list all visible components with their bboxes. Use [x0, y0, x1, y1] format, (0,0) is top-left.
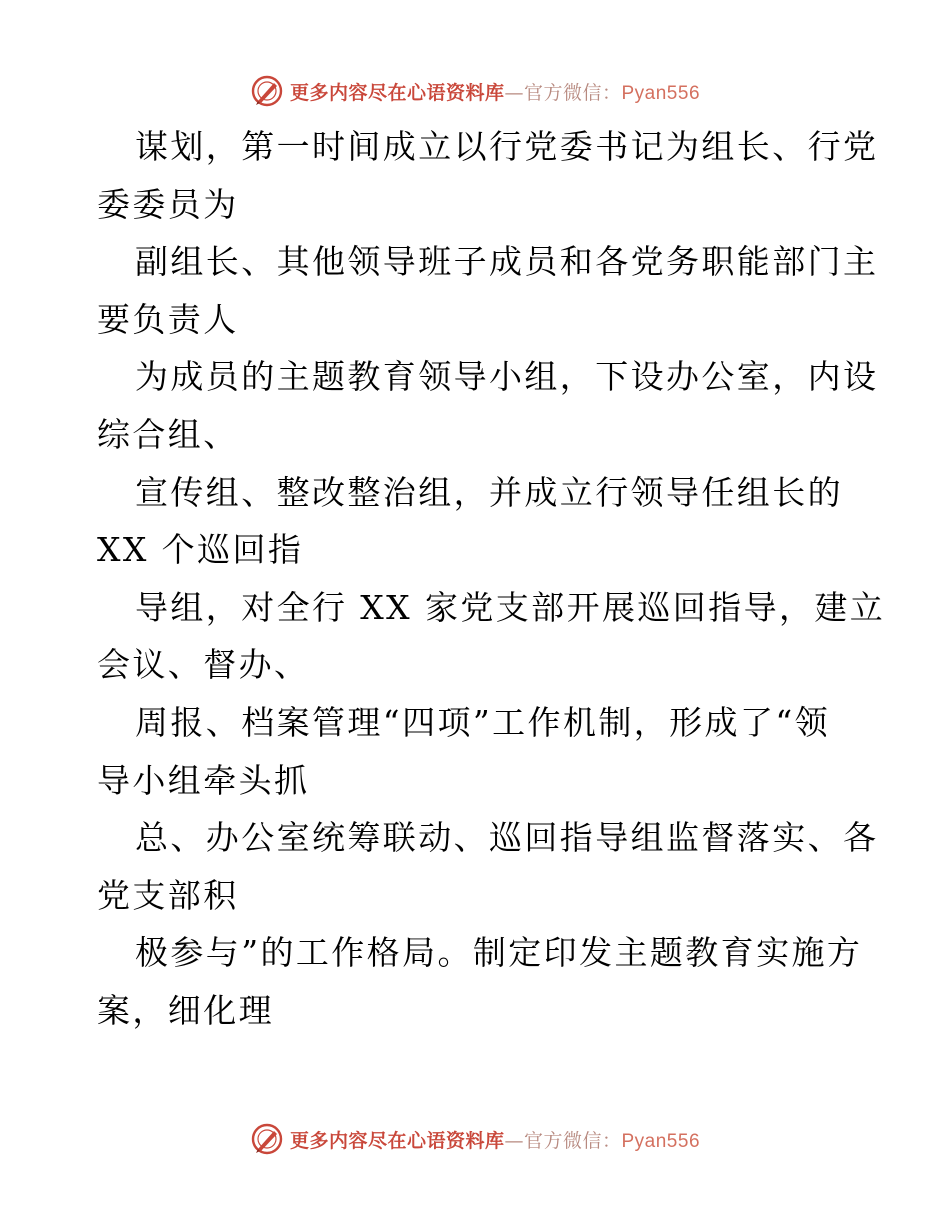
watermark-wechat-id: Pyan556 [621, 1130, 701, 1152]
text-line: 谋划，第一时间成立以行党委书记为组长、行党 [135, 127, 879, 166]
header-watermark [0, 72, 950, 110]
text-line: 为成员的主题教育领导小组，下设办公室，内设 [135, 357, 879, 397]
pen-logo-icon [250, 74, 284, 108]
text-line: XX 个巡回指 [97, 530, 304, 570]
text-line: 要负责人 [97, 299, 239, 339]
watermark-wechat-id: Pyan556 [621, 82, 701, 104]
pen-logo-icon [250, 1122, 284, 1156]
text-line: 案，细化理 [97, 990, 274, 1030]
footer-watermark [0, 1120, 950, 1158]
text-line: 极参与”的工作格局。制定印发主题教育实施方 [135, 933, 863, 973]
text-line: 周报、档案管理“四项”工作机制，形成了“领 [135, 702, 831, 742]
text-line: 导组，对全行 XX 家党支部开展巡回指导，建立 [135, 587, 886, 627]
watermark-text [290, 78, 700, 105]
text-line: 委委员为 [97, 184, 239, 224]
text-line: 会议、督办、 [97, 645, 310, 685]
text-line: 总、办公室统筹联动、巡回指导组监督落实、各 [135, 818, 879, 858]
watermark-inner [250, 74, 700, 108]
watermark-strong-text: 更多内容尽在心语资料库 [289, 81, 505, 104]
text-line: 宣传组、整改整治组，并成立行领导任组长的 [135, 472, 843, 512]
watermark-inner [250, 1122, 700, 1156]
watermark-text [290, 1126, 700, 1153]
text-line: 综合组、 [97, 414, 239, 454]
text-line: 导小组牵头抓 [97, 760, 310, 800]
watermark-dash-text: —官方微信： [504, 1129, 622, 1152]
watermark-dash-text: —官方微信： [504, 81, 622, 104]
text-line: 副组长、其他领导班子成员和各党务职能部门主 [135, 242, 879, 282]
watermark-strong-text: 更多内容尽在心语资料库 [289, 1129, 505, 1152]
text-line: 党支部积 [97, 875, 239, 915]
document-body [97, 118, 886, 1040]
